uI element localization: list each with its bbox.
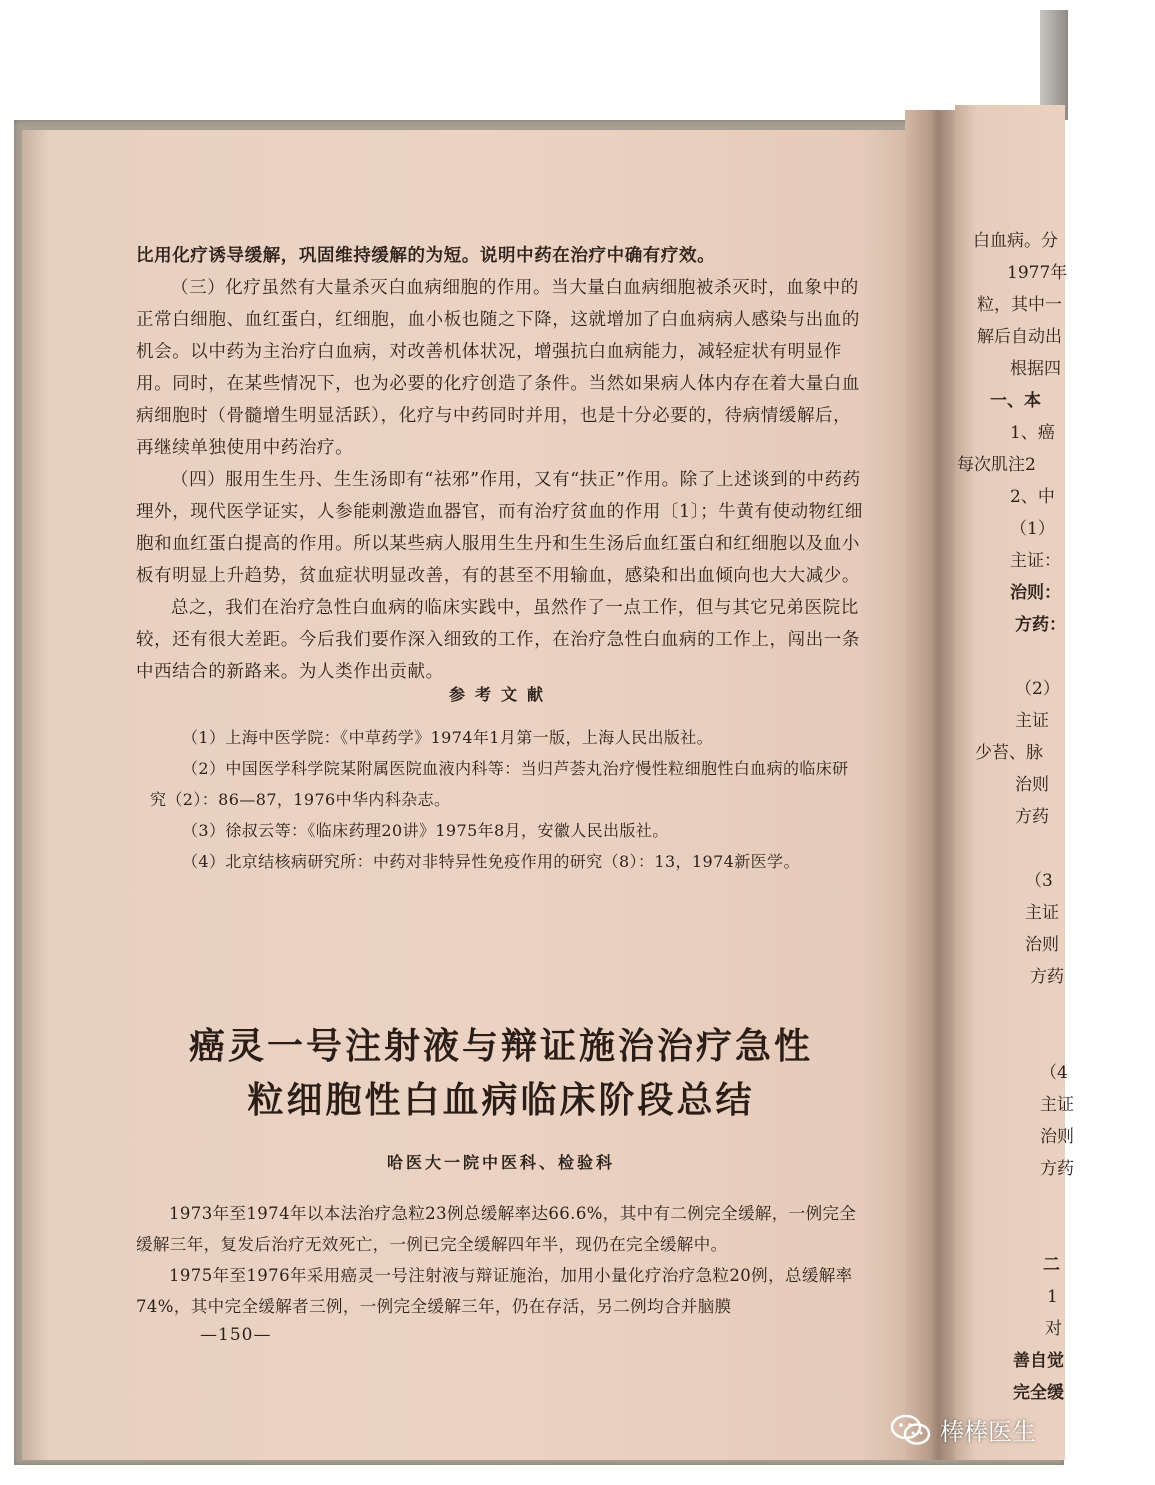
right-line: （3 bbox=[1025, 871, 1053, 891]
article-author: 哈医大一院中医科、检验科 bbox=[386, 1153, 615, 1172]
right-line: 少苔、脉 bbox=[975, 743, 1043, 763]
wechat-icon bbox=[890, 1413, 932, 1447]
scan-edge-shadow bbox=[1040, 10, 1068, 120]
reference-item: （1）上海中医学院：《中草药学》1974年1月第一版，上海人民出版社。 bbox=[182, 728, 714, 747]
right-line: 粒，其中一 bbox=[977, 295, 1062, 315]
references-heading: 参考文献 bbox=[448, 685, 553, 704]
right-line: 一、本 bbox=[990, 391, 1041, 411]
right-line: 主证： bbox=[1010, 551, 1061, 571]
right-line: 方药 bbox=[1040, 1159, 1074, 1179]
right-line: 善自觉 bbox=[1013, 1351, 1064, 1371]
right-line bbox=[955, 993, 1155, 1025]
right-line: 主证 bbox=[1015, 711, 1049, 731]
reference-item: （2）中国医学科学院某附属医院血液内科等：当归芦荟丸治疗慢性粒细胞性白血病的临床研究（2）：86—87，1976中华内科杂志。 bbox=[150, 759, 849, 809]
right-line: 方药： bbox=[1015, 615, 1066, 635]
right-line: 对 bbox=[1045, 1319, 1062, 1339]
right-line bbox=[955, 1185, 1155, 1217]
right-line: 解后自动出 bbox=[977, 327, 1062, 347]
reference-item: （4）北京结核病研究所：中药对非特异性免疫作用的研究（8）：13，1974新医学。 bbox=[182, 852, 800, 871]
right-line bbox=[955, 1025, 1155, 1057]
watermark-text: 棒棒医生 bbox=[940, 1418, 1036, 1446]
right-line: 主证 bbox=[1040, 1095, 1074, 1115]
body-paragraph: 比用化疗诱导缓解，巩固维持缓解的为短。说明中药在治疗中确有疗效。 bbox=[136, 246, 716, 266]
right-line bbox=[955, 641, 1155, 673]
right-page bbox=[955, 105, 1074, 1460]
article-title bbox=[136, 1020, 866, 1128]
article-abstract bbox=[136, 1198, 866, 1322]
right-page-text bbox=[955, 225, 1155, 1409]
right-line: （2） bbox=[1015, 679, 1060, 699]
right-line: 方药 bbox=[1015, 807, 1049, 827]
right-line: （4 bbox=[1040, 1063, 1068, 1083]
right-line: （1） bbox=[1010, 519, 1055, 539]
right-line: 每次肌注2 bbox=[957, 455, 1036, 475]
right-line bbox=[955, 833, 1155, 865]
right-line: 完全缓 bbox=[1013, 1383, 1064, 1403]
watermark bbox=[890, 1412, 1036, 1447]
abstract-paragraph: 1975年至1976年采用癌灵一号注射液与辩证施治，加用小量化疗治疗急粒20例，总缓解率74%，其中完全缓解者三例，一例完全缓解三年，仍在存活，另二例均合并脑膜 bbox=[136, 1266, 853, 1316]
article-title-line: 粒细胞性白血病临床阶段总结 bbox=[247, 1080, 755, 1121]
body-paragraph: （四）服用生生丹、生生汤即有“祛邪”作用，又有“扶正”作用。除了上述谈到的中药药理外，现代医学证实，人参能刺激造血器官，而有治疗贫血的作用〔1〕；牛黄有使动物红细胞和血红蛋白提高的作用。所以某些病人服用生生丹和生生汤后血红蛋白和红细胞以及血小板有明显上升趋势，贫血症状明显改善，有的甚至不用输血，感染和出血倾向也大大减少。 bbox=[136, 470, 863, 586]
article-title-line: 癌灵一号注射液与辩证施治治疗急性 bbox=[188, 1026, 813, 1067]
right-line: 治则： bbox=[1010, 583, 1061, 603]
body-text bbox=[136, 240, 866, 688]
right-line: 主证 bbox=[1025, 903, 1059, 923]
right-line: 白血病。分 bbox=[973, 231, 1058, 251]
right-line: 治则 bbox=[1040, 1127, 1074, 1147]
right-line: 方药 bbox=[1030, 967, 1064, 987]
right-line: 1、癌 bbox=[1010, 423, 1055, 443]
abstract-paragraph: 1973年至1974年以本法治疗急粒23例总缓解率达66.6%，其中有二例完全缓解，一例完全缓解三年，复发后治疗无效死亡，一例已完全缓解四年半，现仍在完全缓解中。 bbox=[136, 1204, 857, 1254]
book-gutter bbox=[905, 110, 960, 1460]
body-paragraph: 总之，我们在治疗急性白血病的临床实践中，虽然作了一点工作，但与其它兄弟医院比较，还有很大差距。今后我们要作深入细致的工作，在治疗急性白血病的工作上，闯出一条中西结合的新路来。为人类作出贡献。 bbox=[136, 598, 860, 682]
body-paragraph: （三）化疗虽然有大量杀灭白血病细胞的作用。当大量白血病细胞被杀灭时，血象中的正常白细胞、血红蛋白，红细胞，血小板也随之下降，这就增加了白血病病人感染与出血的机会。以中药为主治疗白血病，对改善机体状况，增强抗白血病能力，减轻症状有明显作用。同时，在某些情况下，也为必要的化疗创造了条件。当然如果病人体内存在着大量白血病细胞时（骨髓增生明显活跃），化疗与中药同时并用，也是十分必要的，待病情缓解后，再继续单独使用中药治疗。 bbox=[136, 278, 860, 458]
right-line: 1 bbox=[1047, 1287, 1058, 1307]
right-line bbox=[955, 1217, 1155, 1249]
right-line: 根据四 bbox=[1010, 359, 1061, 379]
reference-item: （3）徐叔云等：《临床药理20讲》1975年8月，安徽人民出版社。 bbox=[182, 821, 669, 840]
right-line: 二 bbox=[1043, 1255, 1060, 1275]
right-line: 治则 bbox=[1025, 935, 1059, 955]
page-number: —150— bbox=[200, 1325, 272, 1345]
right-line: 1977年 bbox=[1007, 263, 1068, 283]
references-list bbox=[150, 722, 856, 877]
right-line: 治则 bbox=[1015, 775, 1049, 795]
right-line: 2、中 bbox=[1010, 487, 1055, 507]
